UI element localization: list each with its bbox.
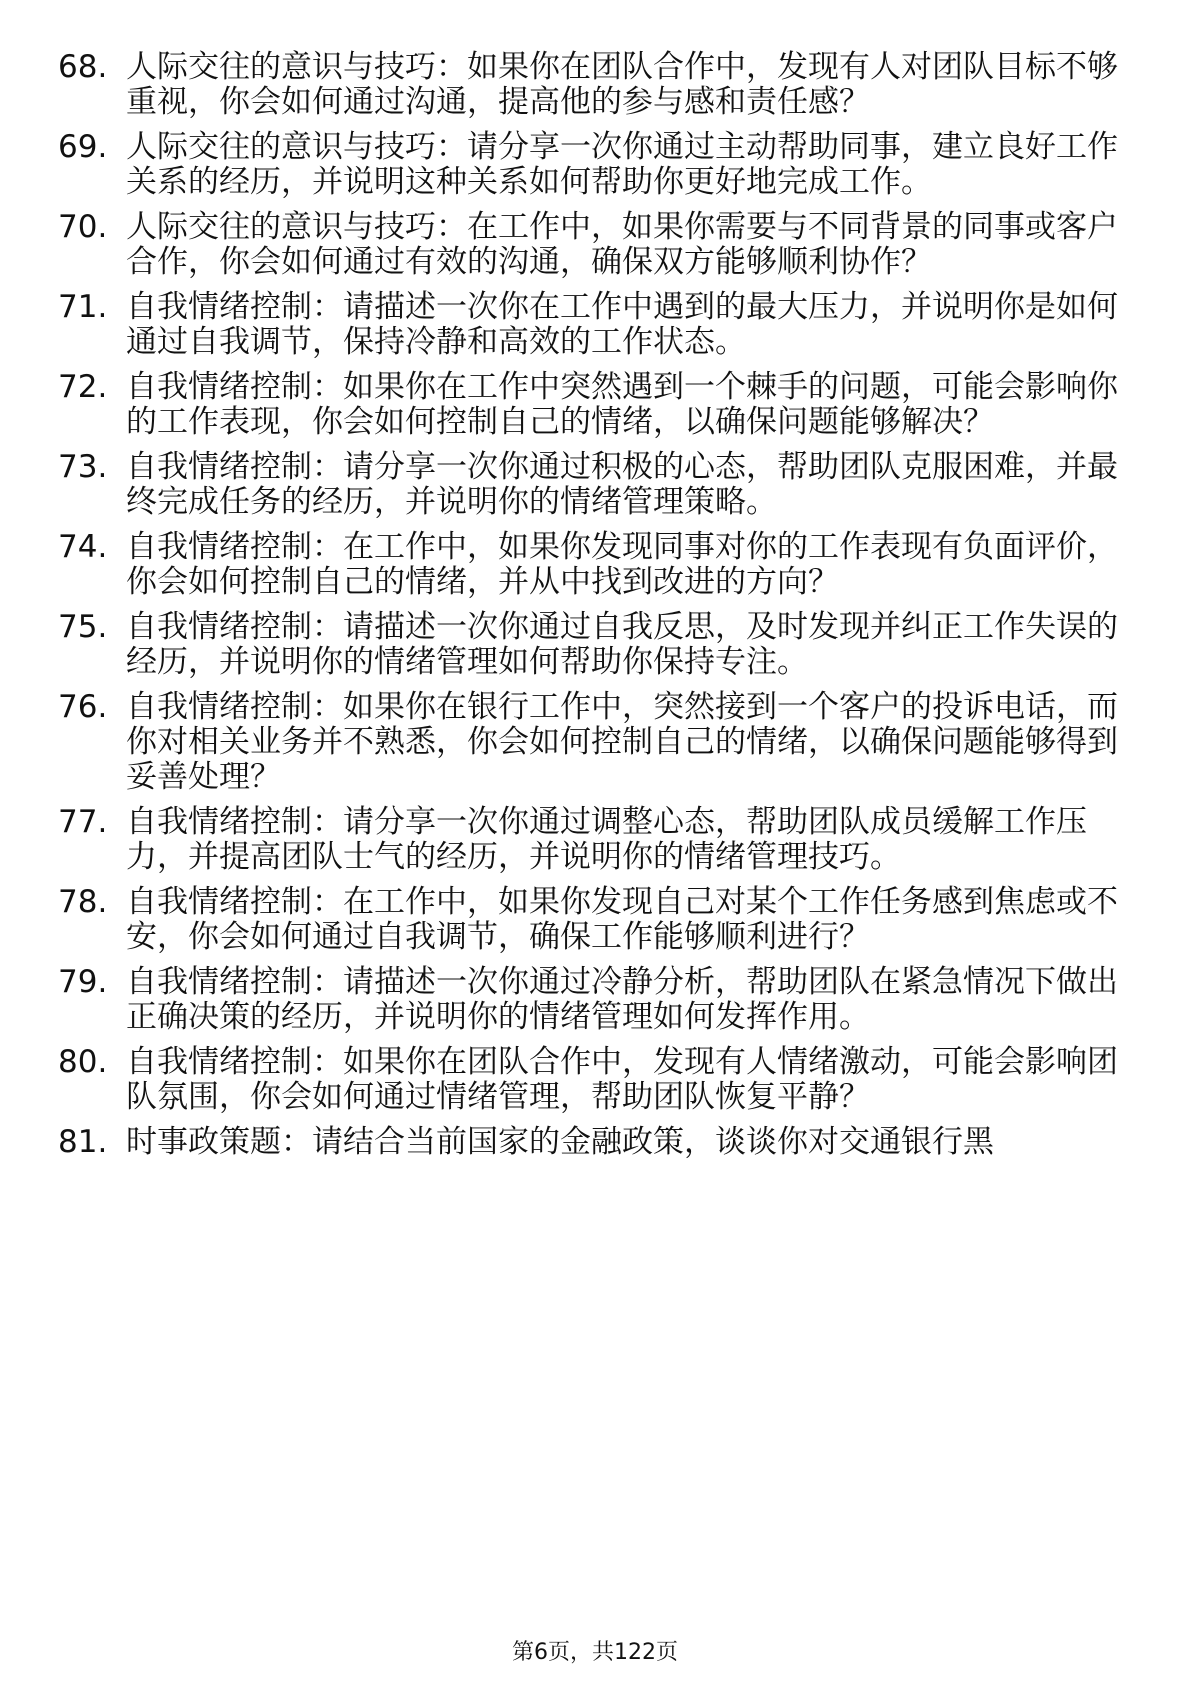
question-item [58,1125,1118,1160]
question-text: 自我情绪控制：请分享一次你通过积极的心态，帮助团队克服困难，并最终完成任务的经历，并说明你的情绪管理策略。 [126,449,1118,520]
question-item [58,210,1118,280]
question-number: 69. [58,129,108,165]
question-number: 77. [58,804,108,840]
question-item [58,805,1118,875]
question-number: 81. [58,1124,108,1160]
question-text: 自我情绪控制：请描述一次你通过冷静分析，帮助团队在紧急情况下做出正确决策的经历，并说明你的情绪管理如何发挥作用。 [126,964,1118,1035]
question-item [58,130,1118,200]
question-item [58,610,1118,680]
question-item [58,370,1118,440]
question-item [58,530,1118,600]
question-list [58,50,1118,1170]
question-number: 70. [58,209,108,245]
question-number: 80. [58,1044,108,1080]
question-item [58,50,1118,120]
question-item [58,690,1118,795]
question-number: 79. [58,964,108,1000]
question-item [58,450,1118,520]
question-number: 68. [58,49,108,85]
question-text: 自我情绪控制：请描述一次你在工作中遇到的最大压力，并说明你是如何通过自我调节，保持冷静和高效的工作状态。 [126,289,1118,360]
question-number: 78. [58,884,108,920]
question-item [58,885,1118,955]
question-text: 自我情绪控制：在工作中，如果你发现同事对你的工作表现有负面评价，你会如何控制自己的情绪，并从中找到改进的方向？ [126,529,1118,600]
question-text: 自我情绪控制：在工作中，如果你发现自己对某个工作任务感到焦虑或不安，你会如何通过自我调节，确保工作能够顺利进行？ [126,884,1118,955]
question-text: 自我情绪控制：请分享一次你通过调整心态，帮助团队成员缓解工作压力，并提高团队士气的经历，并说明你的情绪管理技巧。 [126,804,1087,875]
question-text: 自我情绪控制：如果你在工作中突然遇到一个棘手的问题，可能会影响你的工作表现，你会如何控制自己的情绪，以确保问题能够解决？ [126,369,1118,440]
question-text: 自我情绪控制：如果你在银行工作中，突然接到一个客户的投诉电话，而你对相关业务并不熟悉，你会如何控制自己的情绪，以确保问题能够得到妥善处理？ [126,689,1118,795]
question-text: 人际交往的意识与技巧：请分享一次你通过主动帮助同事，建立良好工作关系的经历，并说明这种关系如何帮助你更好地完成工作。 [126,129,1118,200]
question-number: 73. [58,449,108,485]
question-item [58,290,1118,360]
question-item [58,1045,1118,1115]
question-item [58,965,1118,1035]
question-number: 71. [58,289,108,325]
question-number: 74. [58,529,108,565]
question-text: 时事政策题：请结合当前国家的金融政策，谈谈你对交通银行黑 [126,1124,994,1160]
question-text: 人际交往的意识与技巧：在工作中，如果你需要与不同背景的同事或客户合作，你会如何通过有效的沟通，确保双方能够顺利协作？ [126,209,1118,280]
page-footer: 第6页，共122页 [512,1640,678,1665]
question-number: 72. [58,369,108,405]
question-number: 76. [58,689,108,725]
question-text: 自我情绪控制：如果你在团队合作中，发现有人情绪激动，可能会影响团队氛围，你会如何通过情绪管理，帮助团队恢复平静？ [126,1044,1118,1115]
question-number: 75. [58,609,108,645]
question-text: 人际交往的意识与技巧：如果你在团队合作中，发现有人对团队目标不够重视，你会如何通过沟通，提高他的参与感和责任感？ [126,49,1118,120]
question-text: 自我情绪控制：请描述一次你通过自我反思，及时发现并纠正工作失误的经历，并说明你的情绪管理如何帮助你保持专注。 [126,609,1118,680]
